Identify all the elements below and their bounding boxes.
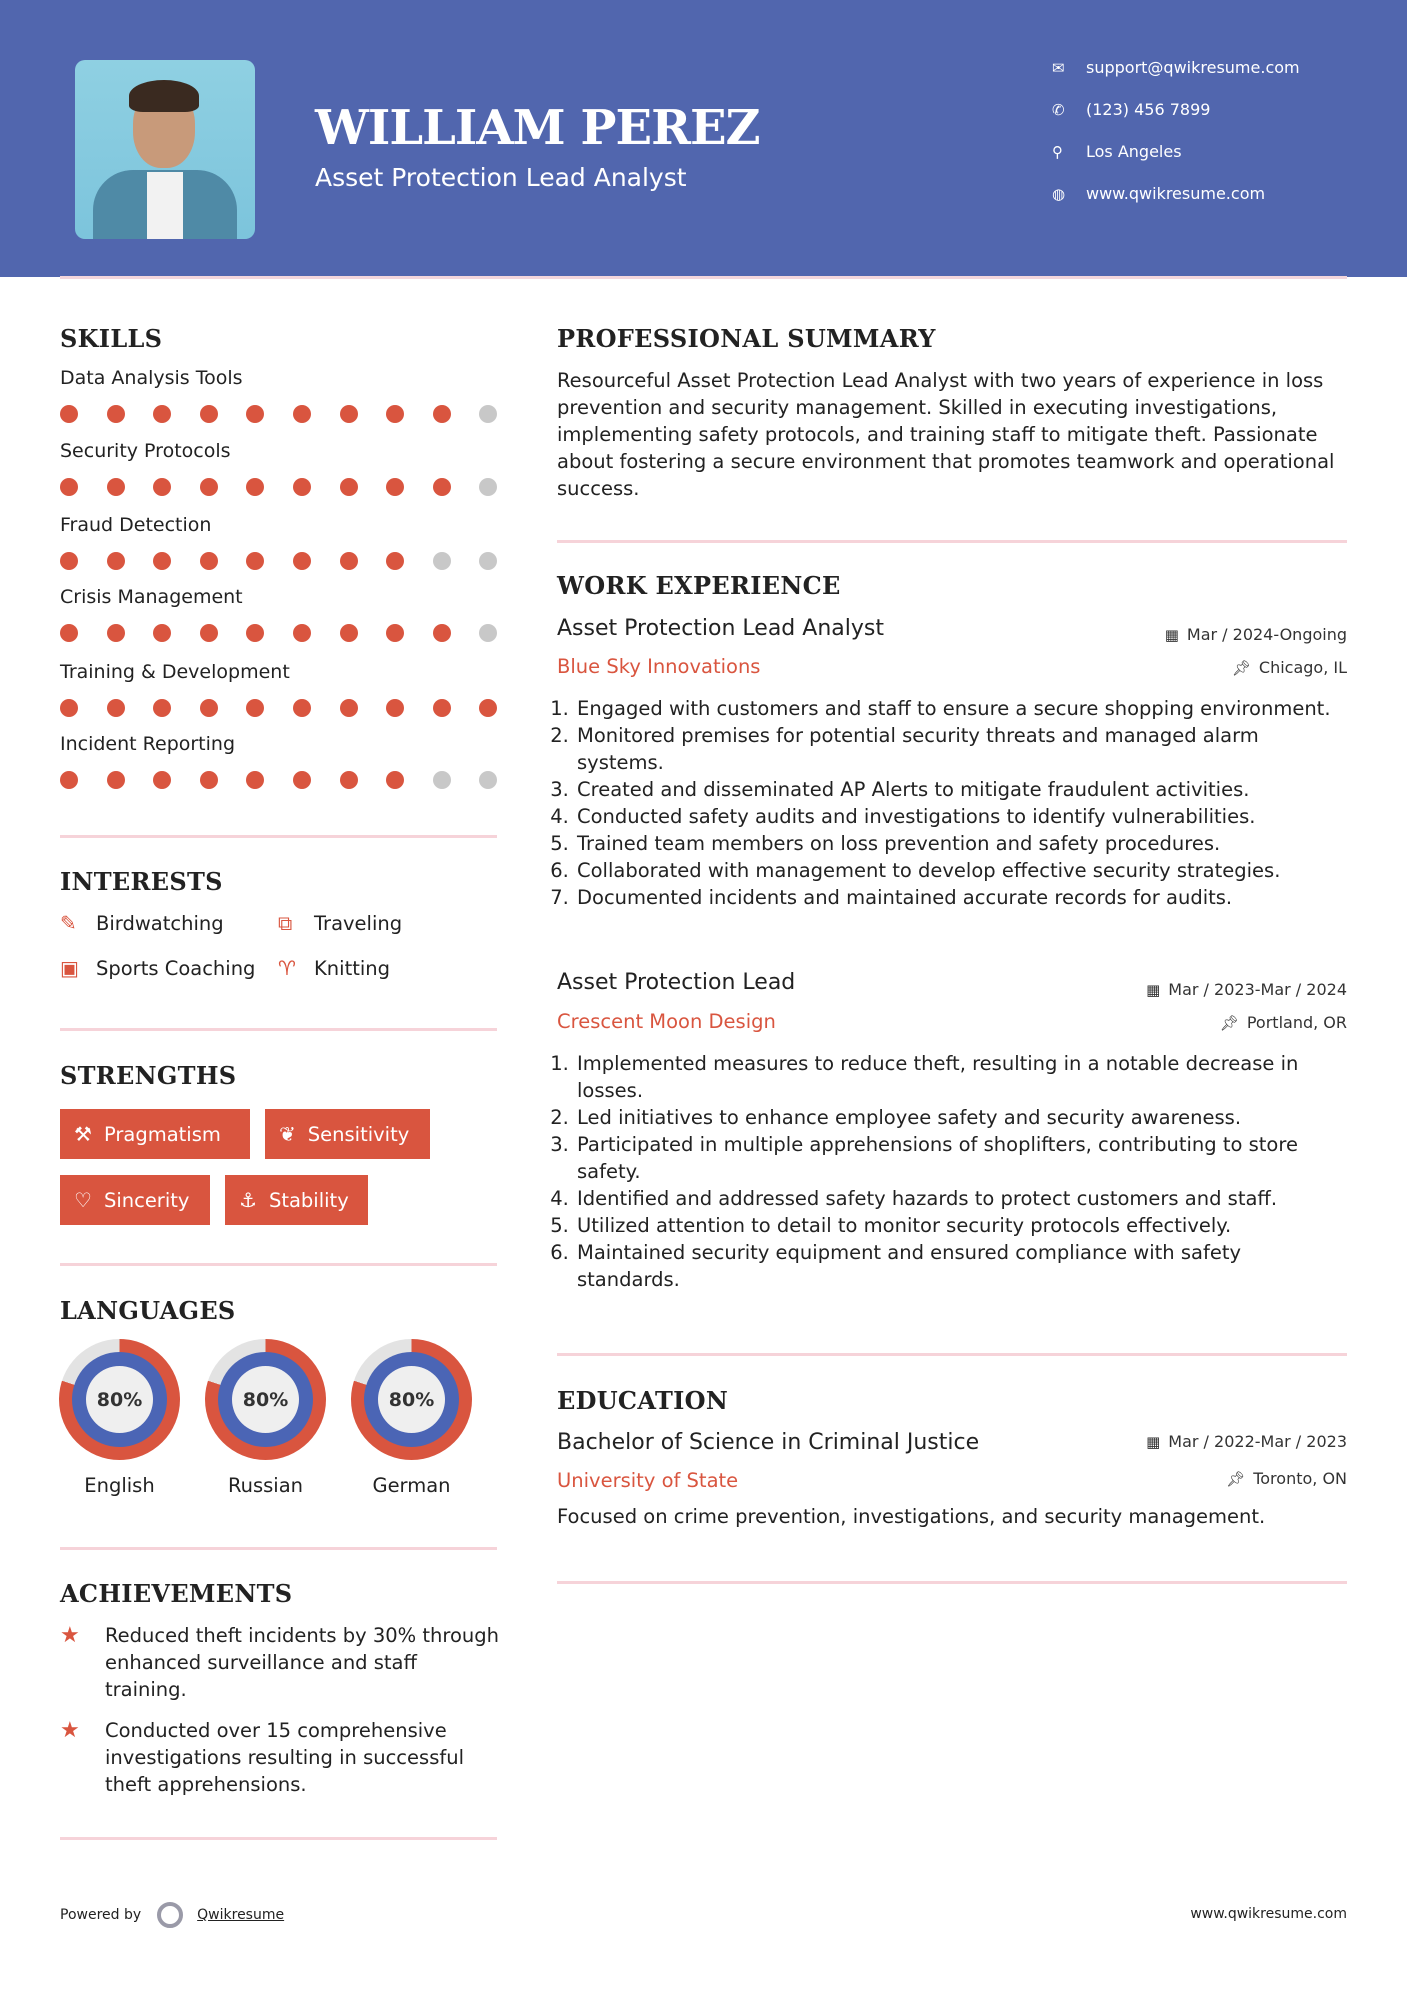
rating-dot-filled bbox=[200, 624, 218, 642]
strength-label: Sensitivity bbox=[307, 1122, 410, 1146]
skill-label: Data Analysis Tools bbox=[60, 367, 243, 389]
job-bullet: 1. Engaged with customers and staff to ensure a secure shopping environment. bbox=[575, 695, 1347, 722]
interest-label: Sports Coaching bbox=[96, 956, 256, 980]
strength-badge bbox=[225, 1175, 368, 1225]
rating-dot-filled bbox=[340, 624, 358, 642]
school-name: University of State bbox=[557, 1469, 739, 1492]
rating-dot-empty bbox=[479, 478, 497, 496]
rating-dot-filled bbox=[479, 699, 497, 717]
job-bullet: 6. Maintained security equipment and ensured compliance with safety standards. bbox=[575, 1239, 1347, 1293]
pushpin-icon: 📌︎ bbox=[1219, 1014, 1239, 1032]
rating-dot-filled bbox=[386, 552, 404, 570]
rating-dot-filled bbox=[60, 552, 78, 570]
language-donut bbox=[205, 1339, 326, 1460]
header-divider bbox=[60, 276, 1347, 279]
strength-badge bbox=[265, 1109, 430, 1159]
rating-dot-filled bbox=[153, 478, 171, 496]
interest-label: Knitting bbox=[314, 956, 391, 980]
job-location bbox=[1232, 658, 1347, 677]
location-text: Chicago, IL bbox=[1258, 658, 1347, 677]
language-percent: 80% bbox=[232, 1366, 299, 1433]
dates-text: Mar / 2024-Ongoing bbox=[1186, 625, 1347, 644]
rating-dot-filled bbox=[293, 771, 311, 789]
language-label: German bbox=[372, 1474, 451, 1497]
candidate-title: Asset Protection Lead Analyst bbox=[315, 163, 687, 192]
skill-label: Incident Reporting bbox=[60, 733, 236, 755]
education-heading: EDUCATION bbox=[557, 1386, 729, 1415]
degree: Bachelor of Science in Criminal Justice bbox=[557, 1430, 980, 1455]
interest-item bbox=[278, 911, 402, 935]
rating-dot-filled bbox=[60, 478, 78, 496]
achievement-text: Conducted over 15 comprehensive investigations resulting in successful theft apprehensions. bbox=[105, 1719, 464, 1796]
rating-dot-filled bbox=[246, 552, 264, 570]
phone-icon: ✆ bbox=[1052, 100, 1065, 119]
rating-dot-filled bbox=[153, 771, 171, 789]
strength-label: Sincerity bbox=[103, 1188, 190, 1212]
divider bbox=[557, 1353, 1347, 1356]
skill-rating bbox=[60, 771, 500, 789]
rating-dot-filled bbox=[386, 478, 404, 496]
rating-dot-filled bbox=[340, 552, 358, 570]
calendar-icon: ▦ bbox=[1164, 626, 1179, 644]
rating-dot-filled bbox=[107, 771, 125, 789]
skill-rating bbox=[60, 699, 500, 717]
rating-dot-filled bbox=[433, 624, 451, 642]
strength-badge bbox=[60, 1109, 250, 1159]
briefcase-icon: ▣ bbox=[60, 956, 79, 980]
education-dates bbox=[1146, 1432, 1347, 1451]
globe-icon: ◍ bbox=[1052, 184, 1066, 203]
strength-label: Pragmatism bbox=[103, 1122, 221, 1146]
interest-item bbox=[60, 956, 255, 980]
job-dates bbox=[1165, 625, 1347, 644]
divider bbox=[557, 1581, 1347, 1584]
job-location bbox=[1220, 1013, 1347, 1032]
interests-heading: INTERESTS bbox=[60, 867, 223, 896]
contact-text: support@qwikresume.com bbox=[1086, 58, 1300, 77]
divider bbox=[60, 1547, 497, 1550]
rating-dot-filled bbox=[107, 405, 125, 423]
rating-dot-filled bbox=[340, 771, 358, 789]
language-donut bbox=[59, 1339, 180, 1460]
skill-label: Security Protocols bbox=[60, 440, 231, 462]
rating-dot-filled bbox=[340, 405, 358, 423]
binoculars-icon: ⧉ bbox=[278, 911, 293, 935]
rating-dot-filled bbox=[200, 552, 218, 570]
qwikresume-logo-icon bbox=[157, 1902, 183, 1928]
location-text: Portland, OR bbox=[1246, 1013, 1347, 1032]
rating-dot-empty bbox=[433, 552, 451, 570]
rating-dot-filled bbox=[153, 699, 171, 717]
contact-location bbox=[1052, 142, 1182, 161]
contact-email[interactable] bbox=[1052, 58, 1300, 77]
achievement-item bbox=[60, 1622, 500, 1703]
rating-dot-filled bbox=[200, 405, 218, 423]
rating-dot-filled bbox=[433, 405, 451, 423]
rating-dot-filled bbox=[293, 478, 311, 496]
rating-dot-filled bbox=[386, 771, 404, 789]
qwikresume-link[interactable]: Qwikresume bbox=[197, 1907, 285, 1923]
job-bullet: 4. Conducted safety audits and investigations to identify vulnerabilities. bbox=[575, 803, 1347, 830]
job-dates bbox=[1146, 980, 1347, 999]
skill-rating bbox=[60, 624, 500, 642]
dates-text: Mar / 2022-Mar / 2023 bbox=[1168, 1432, 1347, 1451]
rating-dot-empty bbox=[479, 624, 497, 642]
strengths-heading: STRENGTHS bbox=[60, 1061, 237, 1090]
skills-heading: SKILLS bbox=[60, 324, 163, 353]
rating-dot-filled bbox=[340, 699, 358, 717]
contact-text: Los Angeles bbox=[1086, 142, 1182, 161]
interest-item bbox=[60, 911, 224, 935]
rating-dot-filled bbox=[153, 624, 171, 642]
skill-rating bbox=[60, 478, 500, 496]
language-label: English bbox=[84, 1474, 155, 1497]
summary-text: Resourceful Asset Protection Lead Analyst with two years of experience in loss prevention and security management. Skilled in executing investigations, implementing safety protocols, and training staff to mitigate theft. Passionate about fostering a secure environment that promotes teamwork and operational success. bbox=[557, 369, 1335, 500]
company-name: Blue Sky Innovations bbox=[557, 655, 761, 678]
powered-by-text: Powered by bbox=[60, 1907, 142, 1923]
interest-label: Traveling bbox=[314, 911, 403, 935]
job-bullet: 6. Collaborated with management to develop effective security strategies. bbox=[575, 857, 1347, 884]
language-label: Russian bbox=[227, 1474, 304, 1497]
interest-item bbox=[278, 956, 390, 980]
rating-dot-empty bbox=[479, 405, 497, 423]
rating-dot-filled bbox=[107, 624, 125, 642]
rating-dot-filled bbox=[107, 552, 125, 570]
divider bbox=[60, 1263, 497, 1266]
rating-dot-filled bbox=[60, 624, 78, 642]
star-icon: ★ bbox=[60, 1623, 80, 1648]
job-bullets bbox=[557, 695, 1347, 911]
job-bullet: 7. Documented incidents and maintained accurate records for audits. bbox=[575, 884, 1347, 911]
heart-icon: ♡ bbox=[74, 1188, 92, 1212]
company-name: Crescent Moon Design bbox=[557, 1010, 776, 1033]
rating-dot-filled bbox=[200, 699, 218, 717]
job-bullet: 5. Utilized attention to detail to monitor security protocols effectively. bbox=[575, 1212, 1347, 1239]
rating-dot-filled bbox=[107, 478, 125, 496]
gavel-icon: ⚒ bbox=[74, 1122, 92, 1146]
job-bullet: 1. Implemented measures to reduce theft, resulting in a notable decrease in losses. bbox=[575, 1050, 1347, 1104]
rating-dot-filled bbox=[433, 478, 451, 496]
contact-website[interactable] bbox=[1052, 184, 1265, 203]
edit-icon: ✎ bbox=[60, 911, 77, 935]
education-location bbox=[1226, 1469, 1347, 1488]
skill-label: Training & Development bbox=[60, 661, 290, 683]
skill-rating bbox=[60, 405, 500, 423]
star-icon: ★ bbox=[60, 1718, 80, 1743]
summary-heading: PROFESSIONAL SUMMARY bbox=[557, 324, 936, 353]
job-title: Asset Protection Lead bbox=[557, 970, 796, 995]
language-percent: 80% bbox=[86, 1366, 153, 1433]
rating-dot-filled bbox=[200, 478, 218, 496]
achievement-text: Reduced theft incidents by 30% through enhanced surveillance and staff training. bbox=[105, 1624, 499, 1701]
rating-dot-filled bbox=[246, 699, 264, 717]
divider bbox=[557, 540, 1347, 543]
interest-label: Birdwatching bbox=[96, 911, 224, 935]
rating-dot-filled bbox=[60, 405, 78, 423]
achievements-heading: ACHIEVEMENTS bbox=[60, 1579, 293, 1608]
rating-dot-filled bbox=[200, 771, 218, 789]
education-description: Focused on crime prevention, investigations, and security management. bbox=[557, 1505, 1266, 1528]
anchor-icon: ⚓ bbox=[239, 1188, 257, 1212]
skill-label: Crisis Management bbox=[60, 586, 243, 608]
rating-dot-filled bbox=[246, 478, 264, 496]
contact-text: (123) 456 7899 bbox=[1086, 100, 1211, 119]
rating-dot-filled bbox=[60, 699, 78, 717]
contact-phone[interactable] bbox=[1052, 100, 1210, 119]
profile-photo bbox=[75, 60, 255, 239]
candidate-name: WILLIAM PEREZ bbox=[315, 100, 760, 156]
languages-heading: LANGUAGES bbox=[60, 1296, 236, 1325]
calendar-icon: ▦ bbox=[1146, 1433, 1161, 1451]
rating-dot-filled bbox=[293, 552, 311, 570]
skill-label: Fraud Detection bbox=[60, 514, 212, 536]
trophy-icon: ♈ bbox=[278, 956, 296, 980]
rating-dot-filled bbox=[246, 624, 264, 642]
rating-dot-filled bbox=[340, 478, 358, 496]
pushpin-icon: 📌︎ bbox=[1231, 659, 1251, 677]
leaf-icon: ❦ bbox=[279, 1122, 296, 1146]
language-percent: 80% bbox=[378, 1366, 445, 1433]
job-bullet: 3. Created and disseminated AP Alerts to mitigate fraudulent activities. bbox=[575, 776, 1347, 803]
rating-dot-empty bbox=[479, 552, 497, 570]
achievement-item bbox=[60, 1717, 500, 1798]
rating-dot-filled bbox=[386, 405, 404, 423]
strength-label: Stability bbox=[268, 1188, 349, 1212]
footer-website[interactable]: www.qwikresume.com bbox=[1190, 1906, 1347, 1922]
divider bbox=[60, 835, 497, 838]
rating-dot-filled bbox=[386, 699, 404, 717]
footer-powered bbox=[60, 1902, 284, 1928]
rating-dot-filled bbox=[153, 552, 171, 570]
skill-rating bbox=[60, 552, 500, 570]
rating-dot-filled bbox=[386, 624, 404, 642]
experience-heading: WORK EXPERIENCE bbox=[557, 571, 841, 600]
rating-dot-filled bbox=[153, 405, 171, 423]
dates-text: Mar / 2023-Mar / 2024 bbox=[1168, 980, 1347, 999]
rating-dot-filled bbox=[293, 699, 311, 717]
job-bullet: 3. Participated in multiple apprehensions of shoplifters, contributing to store safety. bbox=[575, 1131, 1347, 1185]
job-bullet: 2. Monitored premises for potential security threats and managed alarm systems. bbox=[575, 722, 1347, 776]
divider bbox=[60, 1837, 497, 1840]
rating-dot-empty bbox=[479, 771, 497, 789]
job-title: Asset Protection Lead Analyst bbox=[557, 616, 884, 641]
divider bbox=[60, 1028, 497, 1031]
envelope-icon: ✉ bbox=[1052, 58, 1065, 77]
job-bullet: 5. Trained team members on loss prevention and safety procedures. bbox=[575, 830, 1347, 857]
rating-dot-empty bbox=[433, 771, 451, 789]
calendar-icon: ▦ bbox=[1146, 981, 1161, 999]
map-pin-icon: ⚲ bbox=[1052, 142, 1063, 161]
job-bullet: 2. Led initiatives to enhance employee safety and security awareness. bbox=[575, 1104, 1347, 1131]
rating-dot-filled bbox=[246, 771, 264, 789]
rating-dot-filled bbox=[246, 405, 264, 423]
strength-badge bbox=[60, 1175, 210, 1225]
pushpin-icon: 📌︎ bbox=[1226, 1470, 1246, 1488]
location-text: Toronto, ON bbox=[1253, 1469, 1347, 1488]
rating-dot-filled bbox=[107, 699, 125, 717]
rating-dot-filled bbox=[293, 624, 311, 642]
contact-text: www.qwikresume.com bbox=[1086, 184, 1266, 203]
language-donut bbox=[351, 1339, 472, 1460]
job-bullet: 4. Identified and addressed safety hazards to protect customers and staff. bbox=[575, 1185, 1347, 1212]
rating-dot-filled bbox=[293, 405, 311, 423]
rating-dot-filled bbox=[433, 699, 451, 717]
job-bullets bbox=[557, 1050, 1347, 1293]
rating-dot-filled bbox=[60, 771, 78, 789]
